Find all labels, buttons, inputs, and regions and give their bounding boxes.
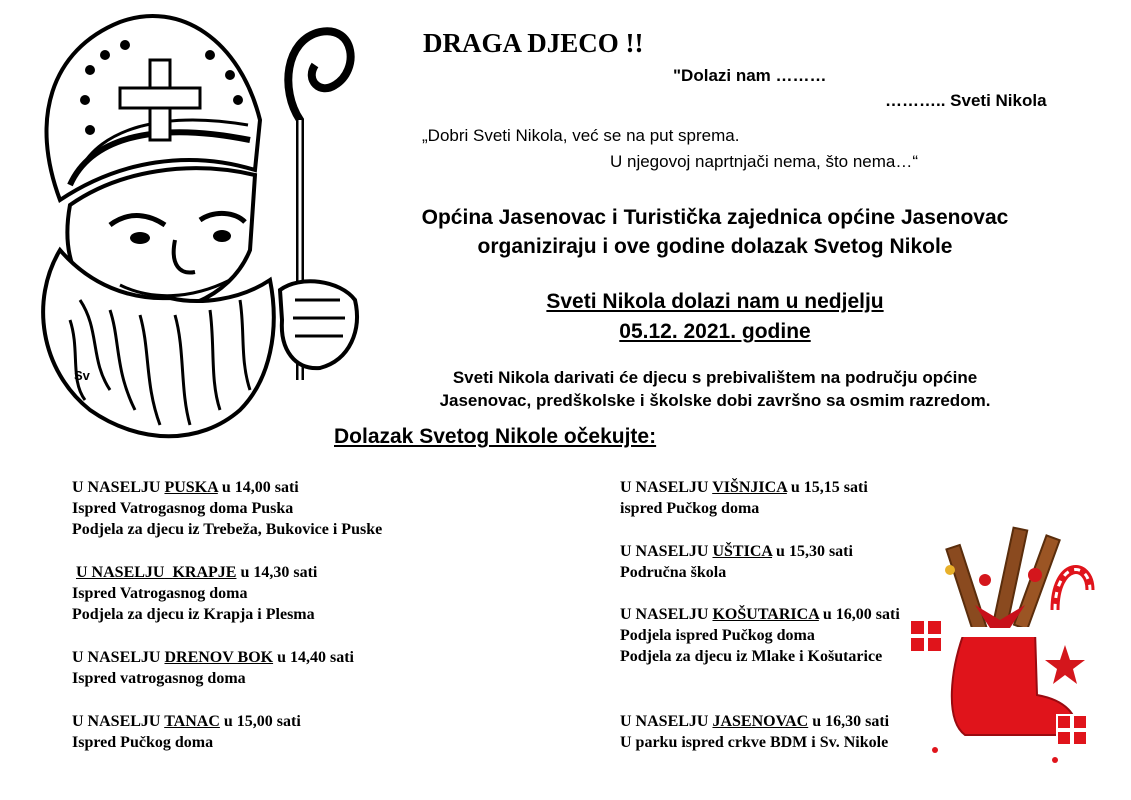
stop-detail: Podjela za djecu iz Mlake i Košutarice (620, 648, 883, 665)
stop-detail: Ispred vatrogasnog doma (72, 670, 246, 687)
stop-prefix: U NASELJU (72, 713, 161, 730)
stop-time: u 14,00 sati (221, 479, 299, 496)
stop-detail: ispred Pučkog doma (620, 500, 760, 517)
stop-time: u 15,00 sati (223, 713, 301, 730)
stop-time: u 15,30 sati (776, 543, 853, 560)
stop-place: UŠTICA (712, 543, 773, 560)
stop-time: u 16,00 sati (822, 606, 900, 623)
stop-prefix: U NASELJU (72, 479, 161, 496)
stop-prefix: U NASELJU (72, 649, 161, 666)
intro-line-2: ……….. Sveti Nikola (885, 91, 1047, 110)
date-line-2: 05.12. 2021. godine (619, 320, 811, 343)
stop-detail: Podjela za djecu iz Trebeža, Bukovice i Puske (72, 521, 383, 538)
saint-nicholas-illustration (0, 0, 370, 450)
stop-detail: Područna škola (620, 564, 727, 581)
stop-prefix: U NASELJU (620, 543, 709, 560)
stop-puska (72, 477, 382, 540)
stop-prefix: U NASELJU (620, 606, 709, 623)
stop-detail: Ispred Pučkog doma (72, 734, 214, 751)
stop-detail: Podjela za djecu iz Krapja i Plesma (72, 606, 315, 623)
stray-label: Sv (74, 368, 90, 383)
arrivals-heading: Dolazak Svetog Nikole očekujte: (334, 425, 657, 448)
stop-prefix: U NASELJU (76, 564, 165, 581)
stop-place: KRAPJE (172, 564, 237, 581)
stop-detail: Podjela ispred Pučkog doma (620, 627, 815, 644)
stop-detail: Ispred Vatrogasnog doma (72, 585, 248, 602)
stop-kosutarica (620, 604, 900, 667)
stop-time: u 15,15 sati (790, 479, 868, 496)
gifts-line-1: Sveti Nikola darivati će djecu s prebivalištem na području općine (452, 368, 978, 387)
poem-line-1: „Dobri Sveti Nikola, već se na put sprema. (422, 126, 740, 145)
stop-place: JASENOVAC (712, 713, 809, 730)
organizer-text (318, 203, 1112, 261)
stop-drenov-bok (72, 647, 354, 689)
stop-place: PUSKA (164, 479, 218, 496)
stop-detail: Ispred Vatrogasnog doma Puska (72, 500, 294, 517)
stop-place: DRENOV BOK (164, 649, 274, 666)
stop-prefix: U NASELJU (620, 479, 709, 496)
page-title: DRAGA DJECO !! (423, 28, 644, 58)
stop-jasenovac (620, 711, 889, 753)
stop-ustica (620, 541, 853, 583)
event-date (318, 287, 1112, 347)
stop-place: KOŠUTARICA (712, 606, 819, 623)
stop-place: TANAC (164, 713, 220, 730)
stop-place: VIŠNJICA (712, 479, 787, 496)
organizer-line-1: Općina Jasenovac i Turistička zajednica općine Jasenovac (421, 206, 1009, 229)
date-line-1: Sveti Nikola dolazi nam u nedjelju (546, 290, 884, 313)
stop-time: u 14,30 sati (240, 564, 318, 581)
intro-line-1: "Dolazi nam ……… (673, 66, 827, 85)
gifts-text (318, 366, 1112, 412)
stop-visnjica (620, 477, 868, 519)
christmas-boot-decoration (905, 520, 1105, 775)
stop-time: u 14,40 sati (277, 649, 354, 666)
poem-line-2: U njegovoj naprtnjači nema, što nema…“ (610, 152, 919, 171)
stop-time: u 16,30 sati (812, 713, 890, 730)
stop-prefix: U NASELJU (620, 713, 709, 730)
stop-tanac (72, 711, 301, 753)
stop-detail: U parku ispred crkve BDM i Sv. Nikole (620, 734, 889, 751)
stop-krapje (72, 562, 317, 625)
gifts-line-2: Jasenovac, predškolske i školske dobi završno sa osmim razredom. (439, 391, 991, 410)
organizer-line-2: organiziraju i ove godine dolazak Svetog Nikole (477, 235, 953, 258)
